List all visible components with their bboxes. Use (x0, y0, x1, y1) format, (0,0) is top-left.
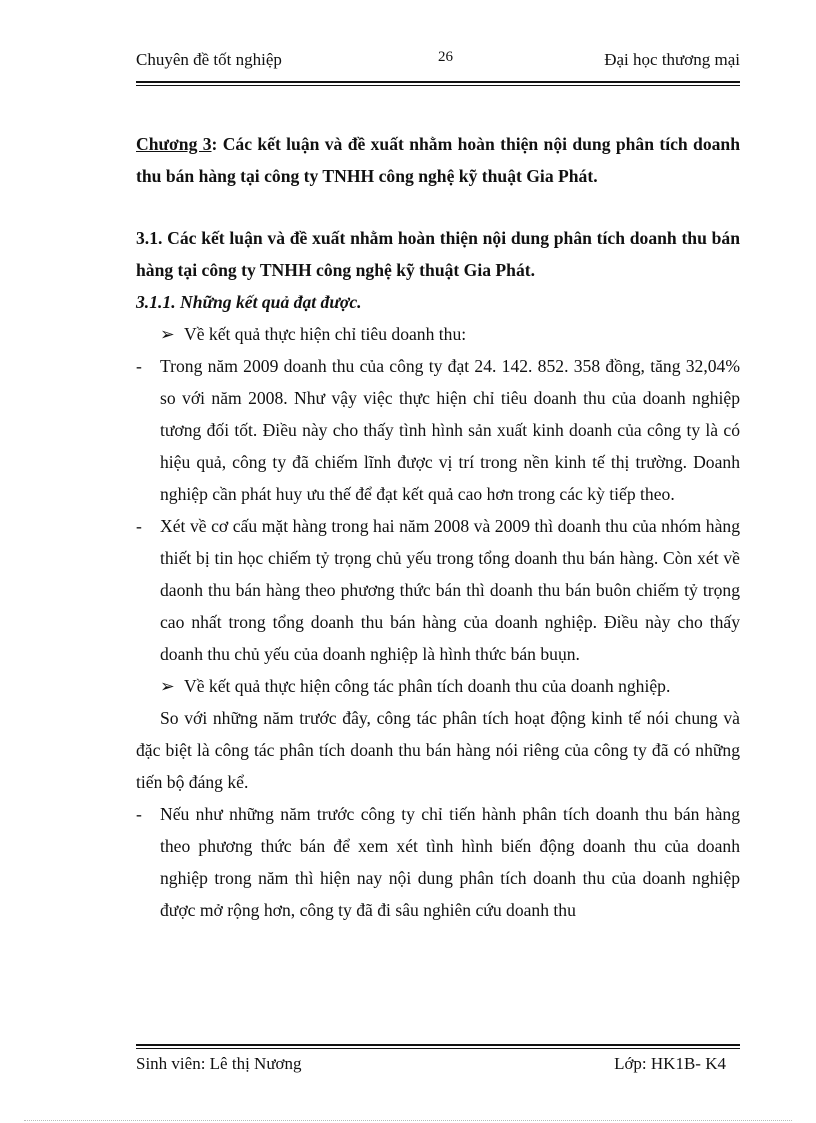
list-item-1-text: Trong năm 2009 doanh thu của công ty đạt 24. 142. 852. 358 đồng, tăng 32,04% so với năm 2008. Như vậy việc thực hiện chỉ tiêu doanh thu của doanh nghiệp tương đối tốt. Điều này cho thấy tình hình sản xuất kinh doanh của công ty là có hiệu quả, công ty đã chiếm lĩnh được vị trí trong nền kinh tế thị trường. Doanh nghiệp cần phát huy ưu thế để đạt kết quả cao hơn trong các kỳ tiếp theo. (160, 356, 740, 504)
chapter-label: Chương 3 (136, 134, 212, 154)
chapter-title: : Các kết luận và đề xuất nhằm hoàn thiện nội dung phân tích doanh thu bán hàng tại công ty TNHH công nghệ kỹ thuật Gia Phát. (136, 134, 740, 186)
page-edge-dots (24, 1120, 792, 1121)
paragraph-1: So với những năm trước đây, công tác phân tích hoạt động kinh tế nói chung và đặc biệt là công tác phân tích doanh thu bán hàng nói riêng của công ty đã có những tiến bộ đáng kể. (136, 708, 740, 792)
arrow-bullet-icon: ➢ (160, 676, 175, 696)
dash-bullet-icon: - (136, 516, 142, 536)
section-heading: 3.1. Các kết luận và đề xuất nhằm hoàn thiện nội dung phân tích doanh thu bán hàng tại công ty TNHH công nghệ kỹ thuật Gia Phát. (136, 228, 740, 280)
header-left-text: Chuyên đề tốt nghiệp (136, 50, 282, 69)
page-number: 26 (438, 49, 453, 65)
header-rule (136, 81, 740, 86)
chapter-heading (136, 128, 740, 192)
page-content (136, 128, 740, 926)
bullet-point-1-text: Về kết quả thực hiện chỉ tiêu doanh thu: (184, 324, 467, 344)
dash-bullet-icon: - (136, 356, 142, 376)
footer-class: Lớp: HK1B- K4 (614, 1054, 726, 1073)
bullet-point-2 (136, 670, 740, 702)
list-item-2-text: Xét về cơ cấu mặt hàng trong hai năm 2008 và 2009 thì doanh thu của nhóm hàng thiết bị tin học chiếm tỷ trọng chủ yếu trong tổng doanh thu bán hàng. Còn xét về daonh thu bán hàng theo phương thức bán thì doanh thu bán buôn chiếm tỷ trọng cao nhất trong tổng doanh thu bán hàng của doanh nghiệp. Điều này cho thấy doanh thu chủ yếu của doanh nghiệp là hình thức bán buụn. (160, 516, 740, 664)
list-item-3-text: Nếu như những năm trước công ty chỉ tiến hành phân tích doanh thu bán hàng theo phương thức bán để xem xét tình hình biến động doanh thu của doanh nghiệp trong năm thì hiện nay nội dung phân tích doanh thu của doanh nghiệp được mở rộng hơn, công ty đã đi sâu nghiên cứu doanh thu (160, 804, 740, 920)
page-header (136, 50, 740, 74)
subsection-heading: 3.1.1. Những kết quả đạt được. (136, 292, 362, 312)
footer-student: Sinh viên: Lê thị Nương (136, 1054, 302, 1073)
page-footer (136, 1054, 740, 1078)
list-item-1 (136, 350, 740, 510)
dash-bullet-icon: - (136, 804, 142, 824)
header-right-text: Đại học thương mại (604, 50, 740, 69)
footer-rule (136, 1044, 740, 1049)
arrow-bullet-icon: ➢ (160, 324, 175, 344)
bullet-point-1 (136, 318, 740, 350)
bullet-point-2-text: Về kết quả thực hiện công tác phân tích doanh thu của doanh nghiệp. (184, 676, 671, 696)
list-item-3 (136, 798, 740, 926)
list-item-2 (136, 510, 740, 670)
